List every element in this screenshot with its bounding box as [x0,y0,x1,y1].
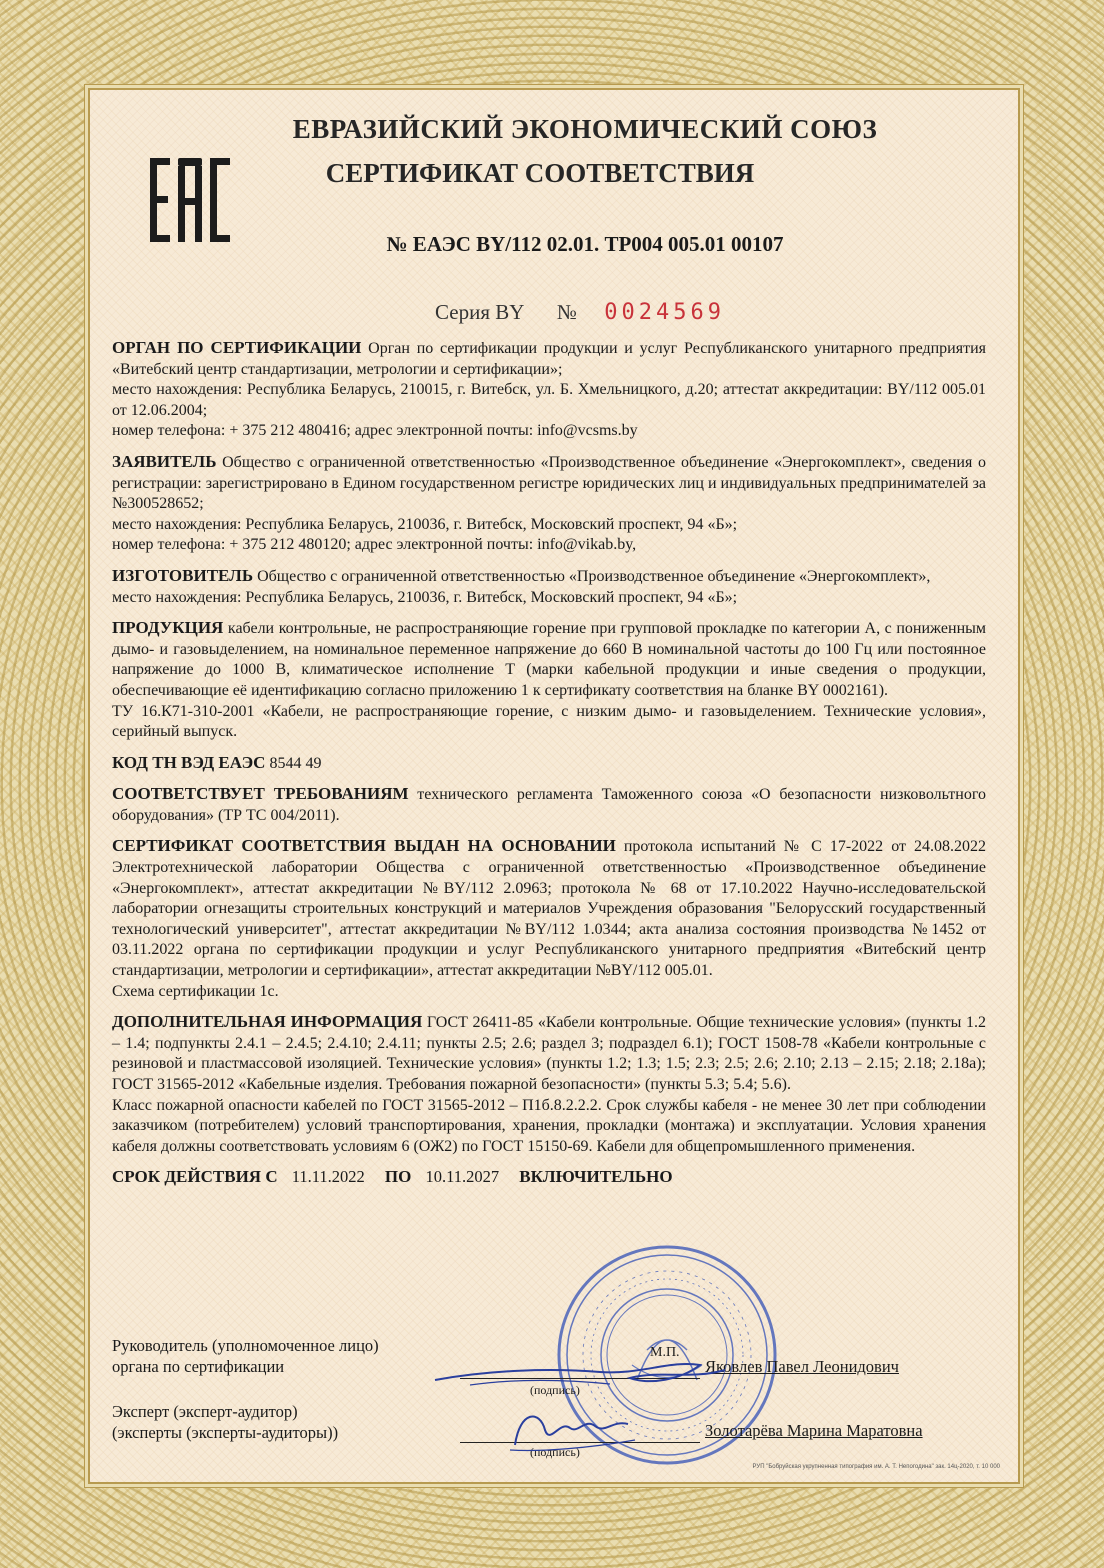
product-spec: ТУ 16.К71-310-2001 «Кабели, не распространяющие горение, с низким дымо- и газовыделением. Технические условия», серийный выпуск. [112,702,986,741]
section-code [112,753,986,775]
series-line [330,300,830,325]
section-organ [112,338,986,442]
code-value: 8544 49 [265,754,322,772]
head-signature-caption: (подпись) [530,1383,580,1397]
validity-from-date: 11.11.2022 [291,1167,365,1187]
manufacturer-label: ИЗГОТОВИТЕЛЬ [112,565,254,585]
validity-to-date: 10.11.2027 [425,1167,500,1187]
applicant-address: место нахождения: Республика Беларусь, 210036, г. Витебск, Московский проспект, 94 «Б»; [112,515,738,533]
validity-line [112,1167,986,1188]
eac-mark-icon [150,158,230,242]
head-role [112,1335,379,1377]
additional-label: ДОПОЛНИТЕЛЬНАЯ ИНФОРМАЦИЯ [112,1012,423,1032]
manufacturer-address: место нахождения: Республика Беларусь, 210036, г. Витебск, Московский проспект, 94 «Б»; [112,588,738,606]
number-sign: № [556,300,577,324]
expert-role-line-1: Эксперт (эксперт-аудитор) [112,1402,298,1421]
expert-role [112,1401,338,1443]
organ-contacts: номер телефона: + 375 212 480416; адрес электронной почты: info@vcsms.by [112,422,638,440]
organ-address: место нахождения: Республика Беларусь, 210015, г. Витебск, ул. Б. Хмельницкого, д.20; аттестат аккредитации: BY/112 005.01 от 12.06.2004; [112,381,986,419]
product-text: кабели контрольные, не распространяющие горение при групповой прокладке по категории А, с пониженным дымо- и газовыделением, на номинальное переменное напряжение до 660 В номинальной частоты до 100 Гц или постоянное напряжение до 1000 В, климатическое исполнение Т (марки кабельной продукции и иные сведения о продукции, обеспечивающие её идентификацию согласно приложению 1 к сертификату соответствия на бланке BY 0002161). [112,620,986,699]
seal-mark-label: М.П. [650,1345,680,1360]
code-label: КОД ТН ВЭД ЕАЭС [112,752,266,772]
validity-from-label: СРОК ДЕЙСТВИЯ С [112,1167,278,1187]
section-product [112,618,986,743]
certificate-number: № ЕАЭС BY/112 02.01. ТР004 005.01 00107 [386,232,784,256]
expert-role-line-2: (эксперты (эксперты-аудиторы)) [112,1423,339,1442]
section-additional [112,1012,986,1157]
basis-label: СЕРТИФИКАТ СООТВЕТСТВИЯ ВЫДАН НА ОСНОВАНИИ [112,836,616,856]
section-applicant [112,452,986,556]
applicant-label: ЗАЯВИТЕЛЬ [112,451,217,471]
certification-scheme: Схема сертификации 1с. [112,982,279,1000]
organ-label: ОРГАН ПО СЕРТИФИКАЦИИ [112,338,362,357]
expert-name: Золотарёва Марина Маратовна [705,1421,923,1440]
serial-number: 0024569 [604,300,725,325]
section-manufacturer [112,566,986,608]
validity-to-label: ПО [384,1167,412,1187]
printer-note: РУП "Бобруйская укрупненная типография им. А. Т. Непогодина" зак. 14ц-2020, т. 10 000 [752,1464,1000,1470]
head-role-line-1: Руководитель (уполномоченное лицо) [112,1336,379,1355]
applicant-text: Общество с ограниченной ответственностью «Производственное объединение «Энергокомплект», сведения о регистрации: зарегистрировано в Едином государственном регистре юридических лиц и индивидуальных предпринимателей за №300528652; [112,453,986,513]
product-label: ПРОДУКЦИЯ [112,618,224,638]
section-basis [112,836,986,1002]
section-complies [112,784,986,826]
series-label: Серия BY [435,300,524,324]
head-name: Яковлев Павел Леонидович [705,1357,899,1376]
certificate-body [112,338,986,1188]
document-title: СЕРТИФИКАТ СООТВЕТСТВИЯ [325,158,755,188]
expert-signature-caption: (подпись) [530,1445,580,1459]
basis-text: протокола испытаний № С 17-2022 от 24.08.2022 Электротехнической лаборатории Общества с ограниченной ответственностью «Производственное объединение «Энергокомплект», аттестат аккредитации №BY/112 2.0963; протокола № 68 от 17.10.2022 Научно-исследовательской лаборатории огнезащиты строительных конструкций и материалов Учреждения образования "Белорусский государственный технологический университет", аттестат аккредитации №BY/112 1.0344; акта анализа состояния производства №1452 от 03.11.2022 органа по сертификации продукции и услуг Республиканского унитарного предприятия «Витебский центр стандартизации, метрологии и сертификации», аттестат аккредитации №BY/112 005.01. [112,838,987,980]
union-title: ЕВРАЗИЙСКИЙ ЭКОНОМИЧЕСКИЙ СОЮЗ [292,114,878,144]
additional-text-2: Класс пожарной опасности кабелей по ГОСТ 31565-2012 – П1б.8.2.2.2. Срок службы кабеля - не менее 30 лет при соблюдении заказчиком (потребителем) условий транспортирования, хранения, прокладки (монтажа) и эксплуатации. Условия хранения кабеля должны соответствовать условиям 6 (ОЖ2) по ГОСТ 15150-69. Кабели для общепромышленного применения. [112,1096,986,1155]
complies-text: технического регламента Таможенного союза «О безопасности низковольтного оборудования» (ТР ТС 004/2011). [112,786,986,824]
validity-inclusive: ВКЛЮЧИТЕЛЬНО [519,1167,673,1187]
head-role-line-2: органа по сертификации [112,1357,285,1376]
manufacturer-text: Общество с ограниченной ответственностью «Производственное объединение «Энергокомплект», [253,567,931,585]
applicant-contacts: номер телефона: + 375 212 480120; адрес электронной почты: info@vikab.by, [112,536,637,554]
complies-label: СООТВЕТСТВУЕТ ТРЕБОВАНИЯМ [112,784,409,804]
expert-signature-icon [500,1400,640,1460]
additional-text: ГОСТ 26411-85 «Кабели контрольные. Общие технические условия» (пункты 1.2 – 1.4; подпункты 2.4.1 – 2.4.5; 2.4.10; 2.4.11; пункты 2.5; 2.6; раздел 3; подраздел 6.1); ГОСТ 1508-78 «Кабели контрольные с резиновой и пластмассовой изоляцией. Технические условия» (пункты 1.2; 1.3; 1.5; 2.3; 2.5; 2.6; 2.10; 2.13 – 2.15; 2.18; 2.18а); ГОСТ 31565-2012 «Кабельные изделия. Требования пожарной безопасности» (пункты 5.3; 5.4; 5.6). [112,1014,986,1093]
organ-text: Орган по сертификации продукции и услуг Республиканского унитарного предприятия «Витебский центр стандартизации, метрологии и сертификации»; [112,340,987,378]
